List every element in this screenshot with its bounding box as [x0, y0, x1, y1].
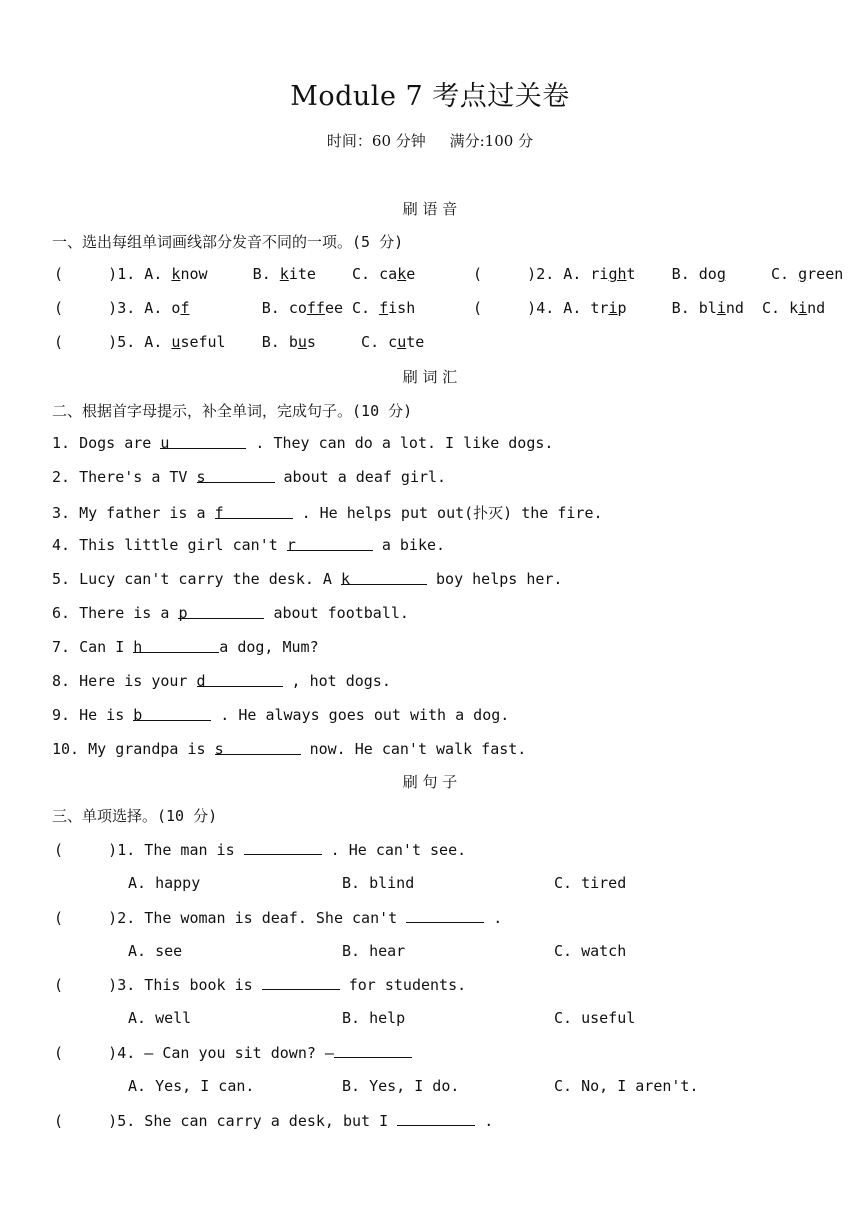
choice-4-option-a: A. Yes, I can. — [128, 1077, 255, 1095]
choice-1-option-a: A. happy — [128, 874, 201, 892]
choice-question-3: ( )3. This book is for students. — [54, 976, 467, 994]
choice-3-option-a: A. well — [128, 1009, 192, 1027]
page-title: Module 7 考点过关卷 — [290, 81, 570, 112]
vocab-item-2: 2. There's a TV s about a deaf girl. — [52, 468, 447, 486]
choice-3-option-c: C. useful — [554, 1009, 636, 1027]
choice-2-option-c: C. watch — [554, 942, 627, 960]
choice-question-2: ( )2. The woman is deaf. She can't . — [54, 909, 503, 927]
section-heading-sentences: 刷 句 子 — [402, 773, 458, 791]
vocab-item-7: 7. Can I h a dog, Mum? — [52, 638, 319, 656]
choice-question-4: ( )4. — Can you sit down? — — [54, 1043, 412, 1062]
vocab-item-5: 5. Lucy can't carry the desk. A k boy helps her. — [52, 570, 563, 588]
choice-2-option-a: A. see — [128, 942, 183, 960]
vocab-item-9: 9. He is b . He always goes out with a dog. — [52, 706, 510, 724]
section-instruction-1: 一、选出每组单词画线部分发音不同的一项。(5 分) — [52, 233, 404, 251]
section-heading-phonics: 刷 语 音 — [402, 200, 458, 218]
choice-4-option-c: C. No, I aren't. — [554, 1077, 699, 1095]
phonics-question-2: ( )2. A. right B. dog C. green — [473, 265, 844, 283]
phonics-question-3: ( )3. A. of B. coffee C. fish — [54, 299, 416, 317]
choice-2-option-b: B. hear — [342, 942, 406, 960]
vocab-item-6: 6. There is a p about football. — [52, 604, 409, 622]
choice-1-option-c: C. tired — [554, 874, 627, 892]
choice-question-5: ( )5. She can carry a desk, but I . — [54, 1112, 494, 1130]
phonics-question-5: ( )5. A. useful B. bus C. cute — [54, 333, 425, 351]
vocab-item-10: 10. My grandpa is s now. He can't walk fast. — [52, 740, 527, 758]
choice-question-1: ( )1. The man is . He can't see. — [54, 841, 467, 859]
phonics-question-4: ( )4. A. trip B. blind C. kind — [473, 299, 826, 317]
vocab-item-3: 3. My father is a f . He helps put out(扑灭) the fire. — [52, 504, 603, 522]
phonics-question-1: ( )1. A. know B. kite C. cake — [54, 265, 416, 283]
section-instruction-3: 三、单项选择。(10 分) — [52, 807, 218, 825]
choice-1-option-b: B. blind — [342, 874, 415, 892]
section-instruction-2: 二、根据首字母提示，补全单词，完成句子。(10 分) — [52, 402, 413, 420]
choice-4-option-b: B. Yes, I do. — [342, 1077, 460, 1095]
section-heading-vocabulary: 刷 词 汇 — [402, 368, 458, 386]
vocab-item-1: 1. Dogs are u . They can do a lot. I like dogs. — [52, 434, 554, 452]
choice-3-option-b: B. help — [342, 1009, 406, 1027]
vocab-item-4: 4. This little girl can't r a bike. — [52, 536, 446, 554]
exam-info: 时间：60 分钟 满分:100 分 — [326, 132, 534, 150]
vocab-item-8: 8. Here is your d , hot dogs. — [52, 672, 391, 690]
